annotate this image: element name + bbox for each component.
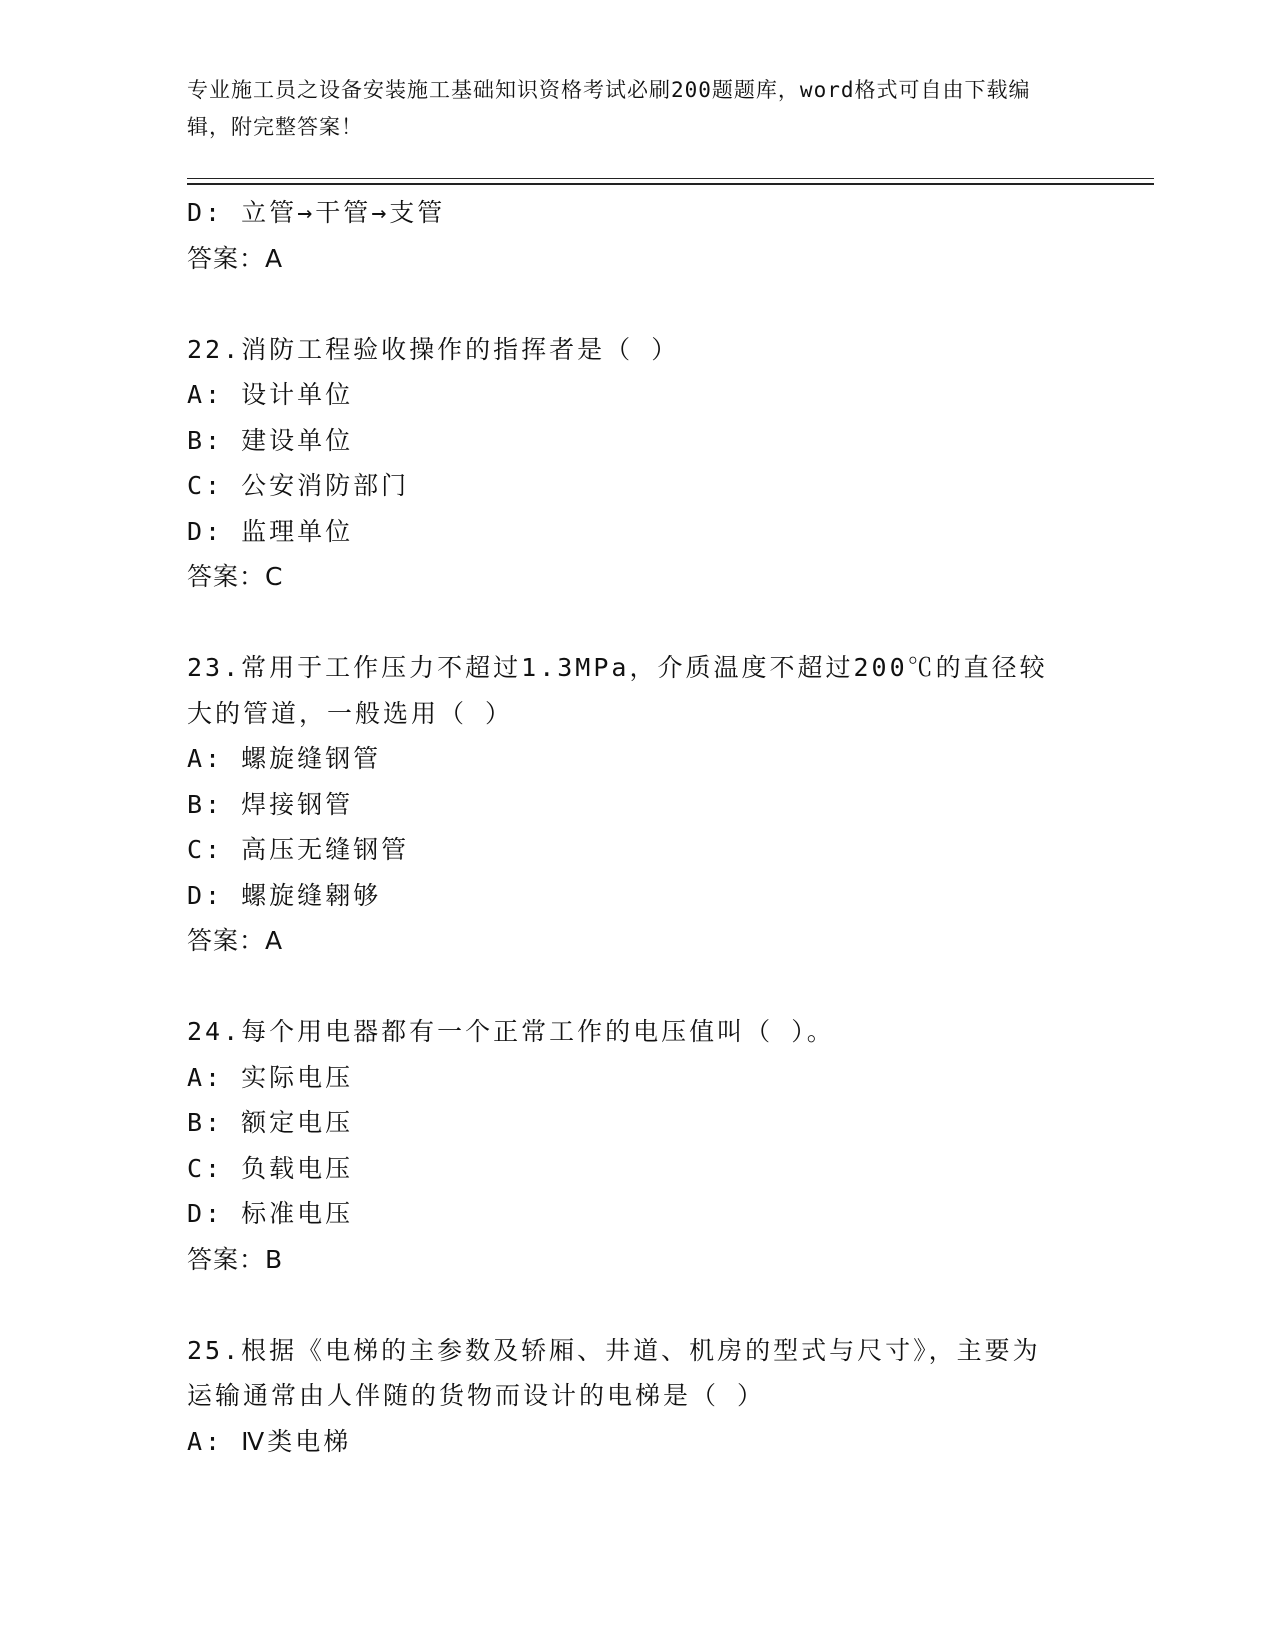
q24-question: 24.每个用电器都有一个正常工作的电压值叫（ ）。 [187,1017,835,1046]
q25-option-a: A: Ⅳ类电梯 [187,1426,352,1456]
q23-option-c: C: 高压无缝钢管 [187,835,410,864]
q23-answer: 答案：A [187,926,284,955]
q23-option-d: D: 螺旋缝翱够 [187,880,382,910]
q23-option-b: B: 焊接钢管 [187,789,354,819]
q24-option-b: B: 额定电压 [187,1108,354,1137]
header-rule-thin [187,178,1154,179]
q24-option-d: D: 标准电压 [187,1199,354,1228]
q24-option-a: A: 实际电压 [187,1062,354,1092]
q22-option-d: D: 监理单位 [187,516,354,546]
question-list [187,190,1067,1464]
q22-option-c: C: 公安消防部门 [187,471,410,500]
q24-answer: 答案：B [187,1244,284,1274]
q22-option-a: A: 设计单位 [187,380,354,409]
q23-question: 23.常用于工作压力不超过1.3MPa，介质温度不超过200℃的直径较大的管道，一般选用（ ） [187,653,1048,728]
q24-option-c: C: 负载电压 [187,1153,354,1183]
q22-answer: 答案：C [187,562,284,591]
document-header: 专业施工员之设备安装施工基础知识资格考试必刷200题题库，word格式可自由下载编辑，附完整答案！ [187,78,1031,139]
q22-question: 22.消防工程验收操作的指挥者是（ ） [187,334,680,364]
q23-option-a: A: 螺旋缝钢管 [187,744,382,773]
q25-question: 25.根据《电梯的主参数及轿厢、井道、机房的型式与尺寸》，主要为运输通常由人伴随的货物而设计的电梯是（ ） [187,1335,1041,1410]
prev-answer: 答案：A [187,243,284,273]
header-rule-thick [187,183,1154,185]
prev-option-d: D: 立管→干管→支管 [187,198,446,227]
q22-option-b: B: 建设单位 [187,425,354,455]
